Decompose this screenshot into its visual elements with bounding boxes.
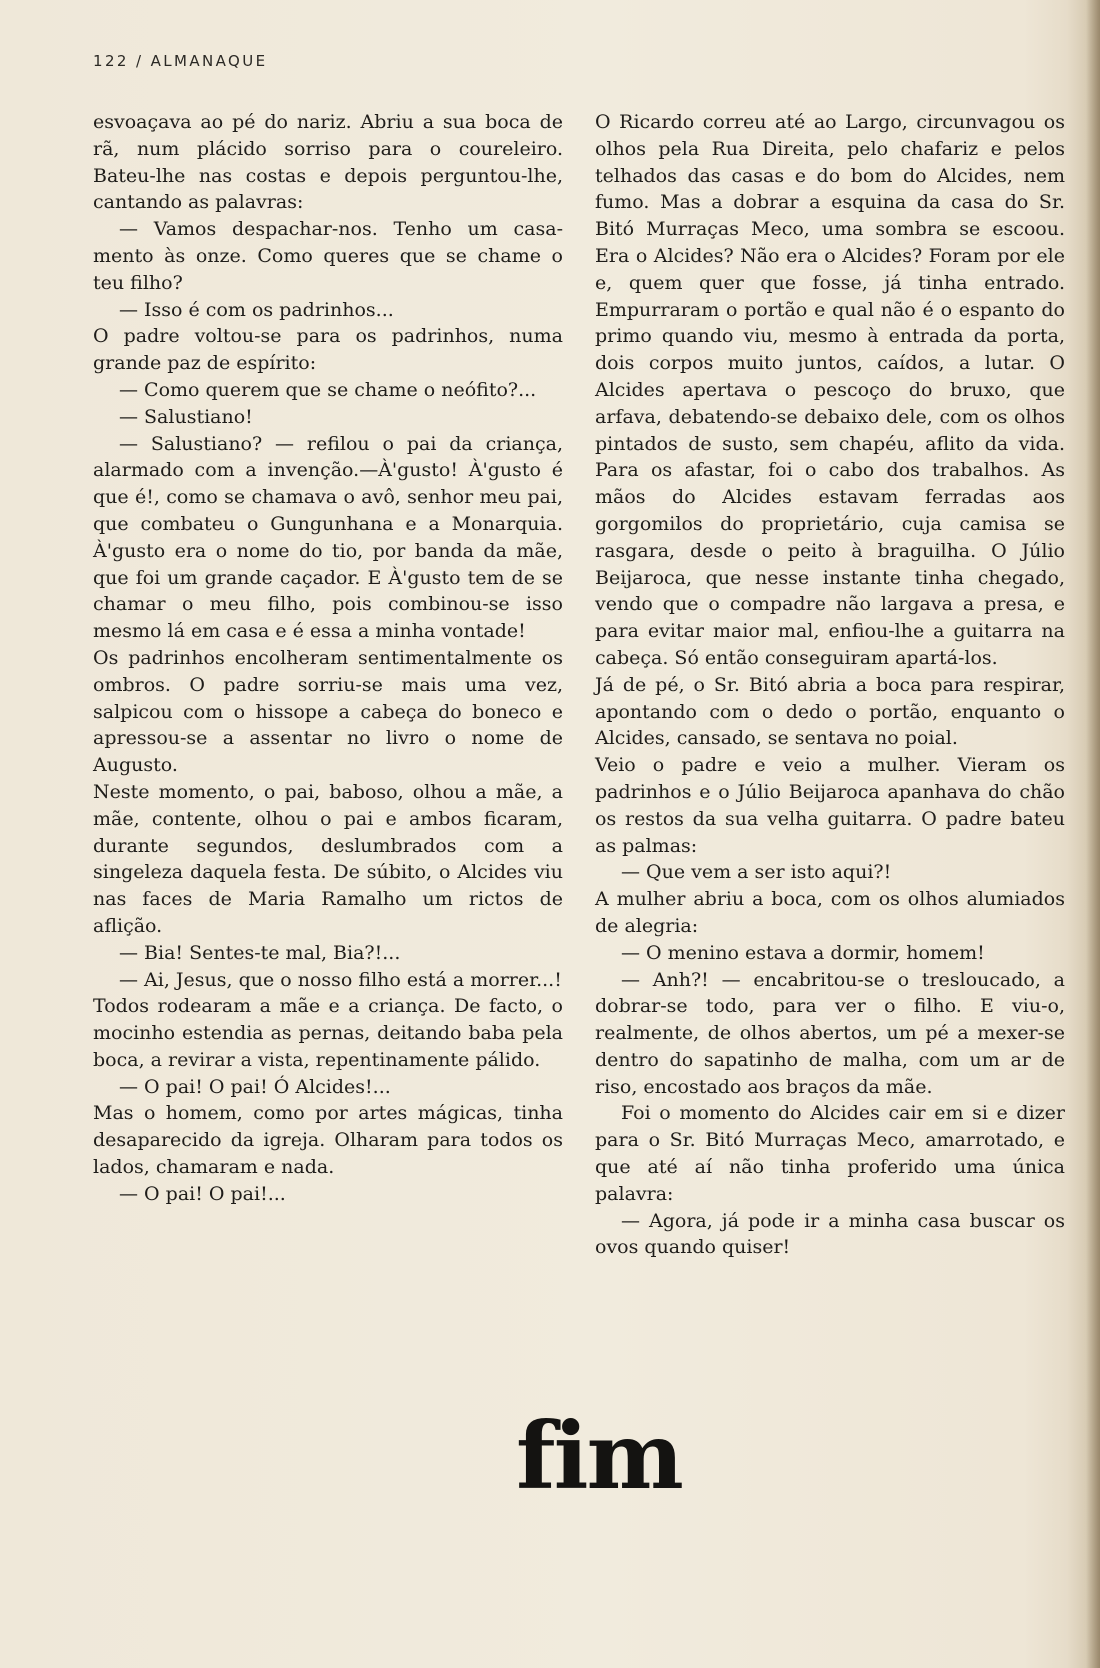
dialogue-line: — Anh?! — encabritou-se o tresloucado, a dobrar-se todo, para ver o filho. E viu-o, realmente, de olhos abertos, um pé a mexer-se dentro do sapatinho de malha, com um ar de riso, encostado aos braços da mãe. <box>595 968 1065 1098</box>
paragraph: Já de pé, o Sr. Bitó abria a boca para respirar, apontando com o dedo o portão, enquanto o Alcides, cansado, se sentava no poial. <box>595 673 1065 750</box>
dialogue-line: — Vamos despachar-nos. Tenho um casamento às onze. Como queres que se chame o teu filho? <box>93 218 563 294</box>
dialogue-line: — Como querem que se chame o neófito?... <box>119 378 537 401</box>
paragraph: Foi o momento do Alcides cair em si e dizer para o Sr. Bitó Murraças Meco, amarrotado, e que até aí não tinha proferido uma única palavra: <box>595 1102 1065 1205</box>
paragraph: O padre voltou-se para os padrinhos, numa grande paz de espírito: <box>93 325 563 375</box>
paragraph: Veio o padre e veio a mulher. Vieram os padrinhos e o Júlio Beijaroca apanhava do chão os restos da sua velha guitarra. O padre bateu as palmas: <box>595 754 1065 857</box>
paragraph: Todos rodearam a mãe e a criança. De facto, o mocinho estendia as pernas, deitando baba pela boca, a revirar a vista, repentinamente pálido. <box>93 995 563 1071</box>
dialogue-line: — Salustiano! <box>119 405 253 428</box>
paragraph: A mulher abriu a boca, com os olhos alumiados de alegria: <box>595 888 1065 937</box>
dialogue-line: — Salustiano? — refilou o pai da criança, alarmado com a invenção.—À'gusto! À'gusto é que é!, como se chamava o avô, senhor meu pai, que combateu o Gungunhana e a Monarquia. À'gusto era o nome do tio, por banda da mãe, que foi um grande caçador. E À'gusto tem de se chamar o meu filho, pois combinou-se isso mesmo lá em casa e é essa a minha vontade! <box>93 432 563 643</box>
right-column <box>595 109 1065 1261</box>
left-column <box>93 109 563 1208</box>
dialogue-line: — Agora, já pode ir a minha casa buscar os ovos quando quiser! <box>595 1209 1065 1259</box>
dialogue-line: — O pai! O pai!... <box>119 1182 286 1205</box>
paragraph: esvoaçava ao pé do nariz. Abriu a sua boca de rã, num plácido sorriso para o coureleiro. Bateu-lhe nas costas e depois perguntou-lhe, cantando as palavras: <box>93 111 563 214</box>
paragraph: Mas o homem, como por artes mágicas, tinha desaparecido da igreja. Olharam para todos os lados, chamaram e nada. <box>93 1102 563 1179</box>
running-head: 122 / ALMANAQUE <box>93 52 268 70</box>
end-mark: fim <box>516 1402 682 1510</box>
dialogue-line: — O pai! O pai! Ó Alcides!... <box>119 1075 391 1098</box>
dialogue-line: — O menino estava a dormir, homem! <box>621 941 985 964</box>
dialogue-line: — Que vem a ser isto aqui?! <box>621 861 892 884</box>
paragraph: O Ricardo correu até ao Largo, circunvagou os olhos pela Rua Direita, pelo chafariz e pelos telhados das casas e do bom do Alcides, nem fumo. Mas a dobrar a esquina da casa do Sr. Bitó Murraças Meco, uma sombra se escoou. Era o Alcides? Não era o Alcides? Foram por ele e, quem quer que fosse, já tinha entrado. Empurraram o portão e qual não é o espanto do primo quando viu, mesmo à entrada da porta, dois corpos muito juntos, caídos, a lutar. O Alcides apertava o pescoço do bruxo, que arfava, debatendo-se debaixo dele, com os olhos pintados de susto, sem chapéu, aflito da vida. Para os afastar, foi o cabo dos trabalhos. As mãos do Alcides estavam ferradas aos gorgomilos do proprietário, cuja camisa se rasgara, desde o peito à braguilha. O Júlio Beijaroca, que nesse instante tinha chegado, vendo que o compadre não largava a presa, e para evitar maior mal, enfiou-lhe a guitarra na cabeça. Só então conseguiram apartá-los. <box>595 111 1065 669</box>
paragraph: Neste momento, o pai, baboso, olhou a mãe, a mãe, contente, olhou o pai e ambos ficaram, durante segundos, deslumbrados com a singeleza daquela festa. De súbito, o Alcides viu nas faces de Maria Ramalho um rictos de aflição. <box>93 780 563 937</box>
dialogue-line: — Ai, Jesus, que o nosso filho está a morrer...! <box>119 968 562 991</box>
dialogue-line: — Bia! Sentes-te mal, Bia?!... <box>119 941 401 964</box>
paragraph: Os padrinhos encolheram sentimentalmente os ombros. O padre sorriu-se mais uma vez, salpicou com o hissope a cabeça do boneco e apressou-se a assentar no livro o nome de Augusto. <box>93 646 563 777</box>
dialogue-line: — Isso é com os padrinhos... <box>119 298 394 321</box>
